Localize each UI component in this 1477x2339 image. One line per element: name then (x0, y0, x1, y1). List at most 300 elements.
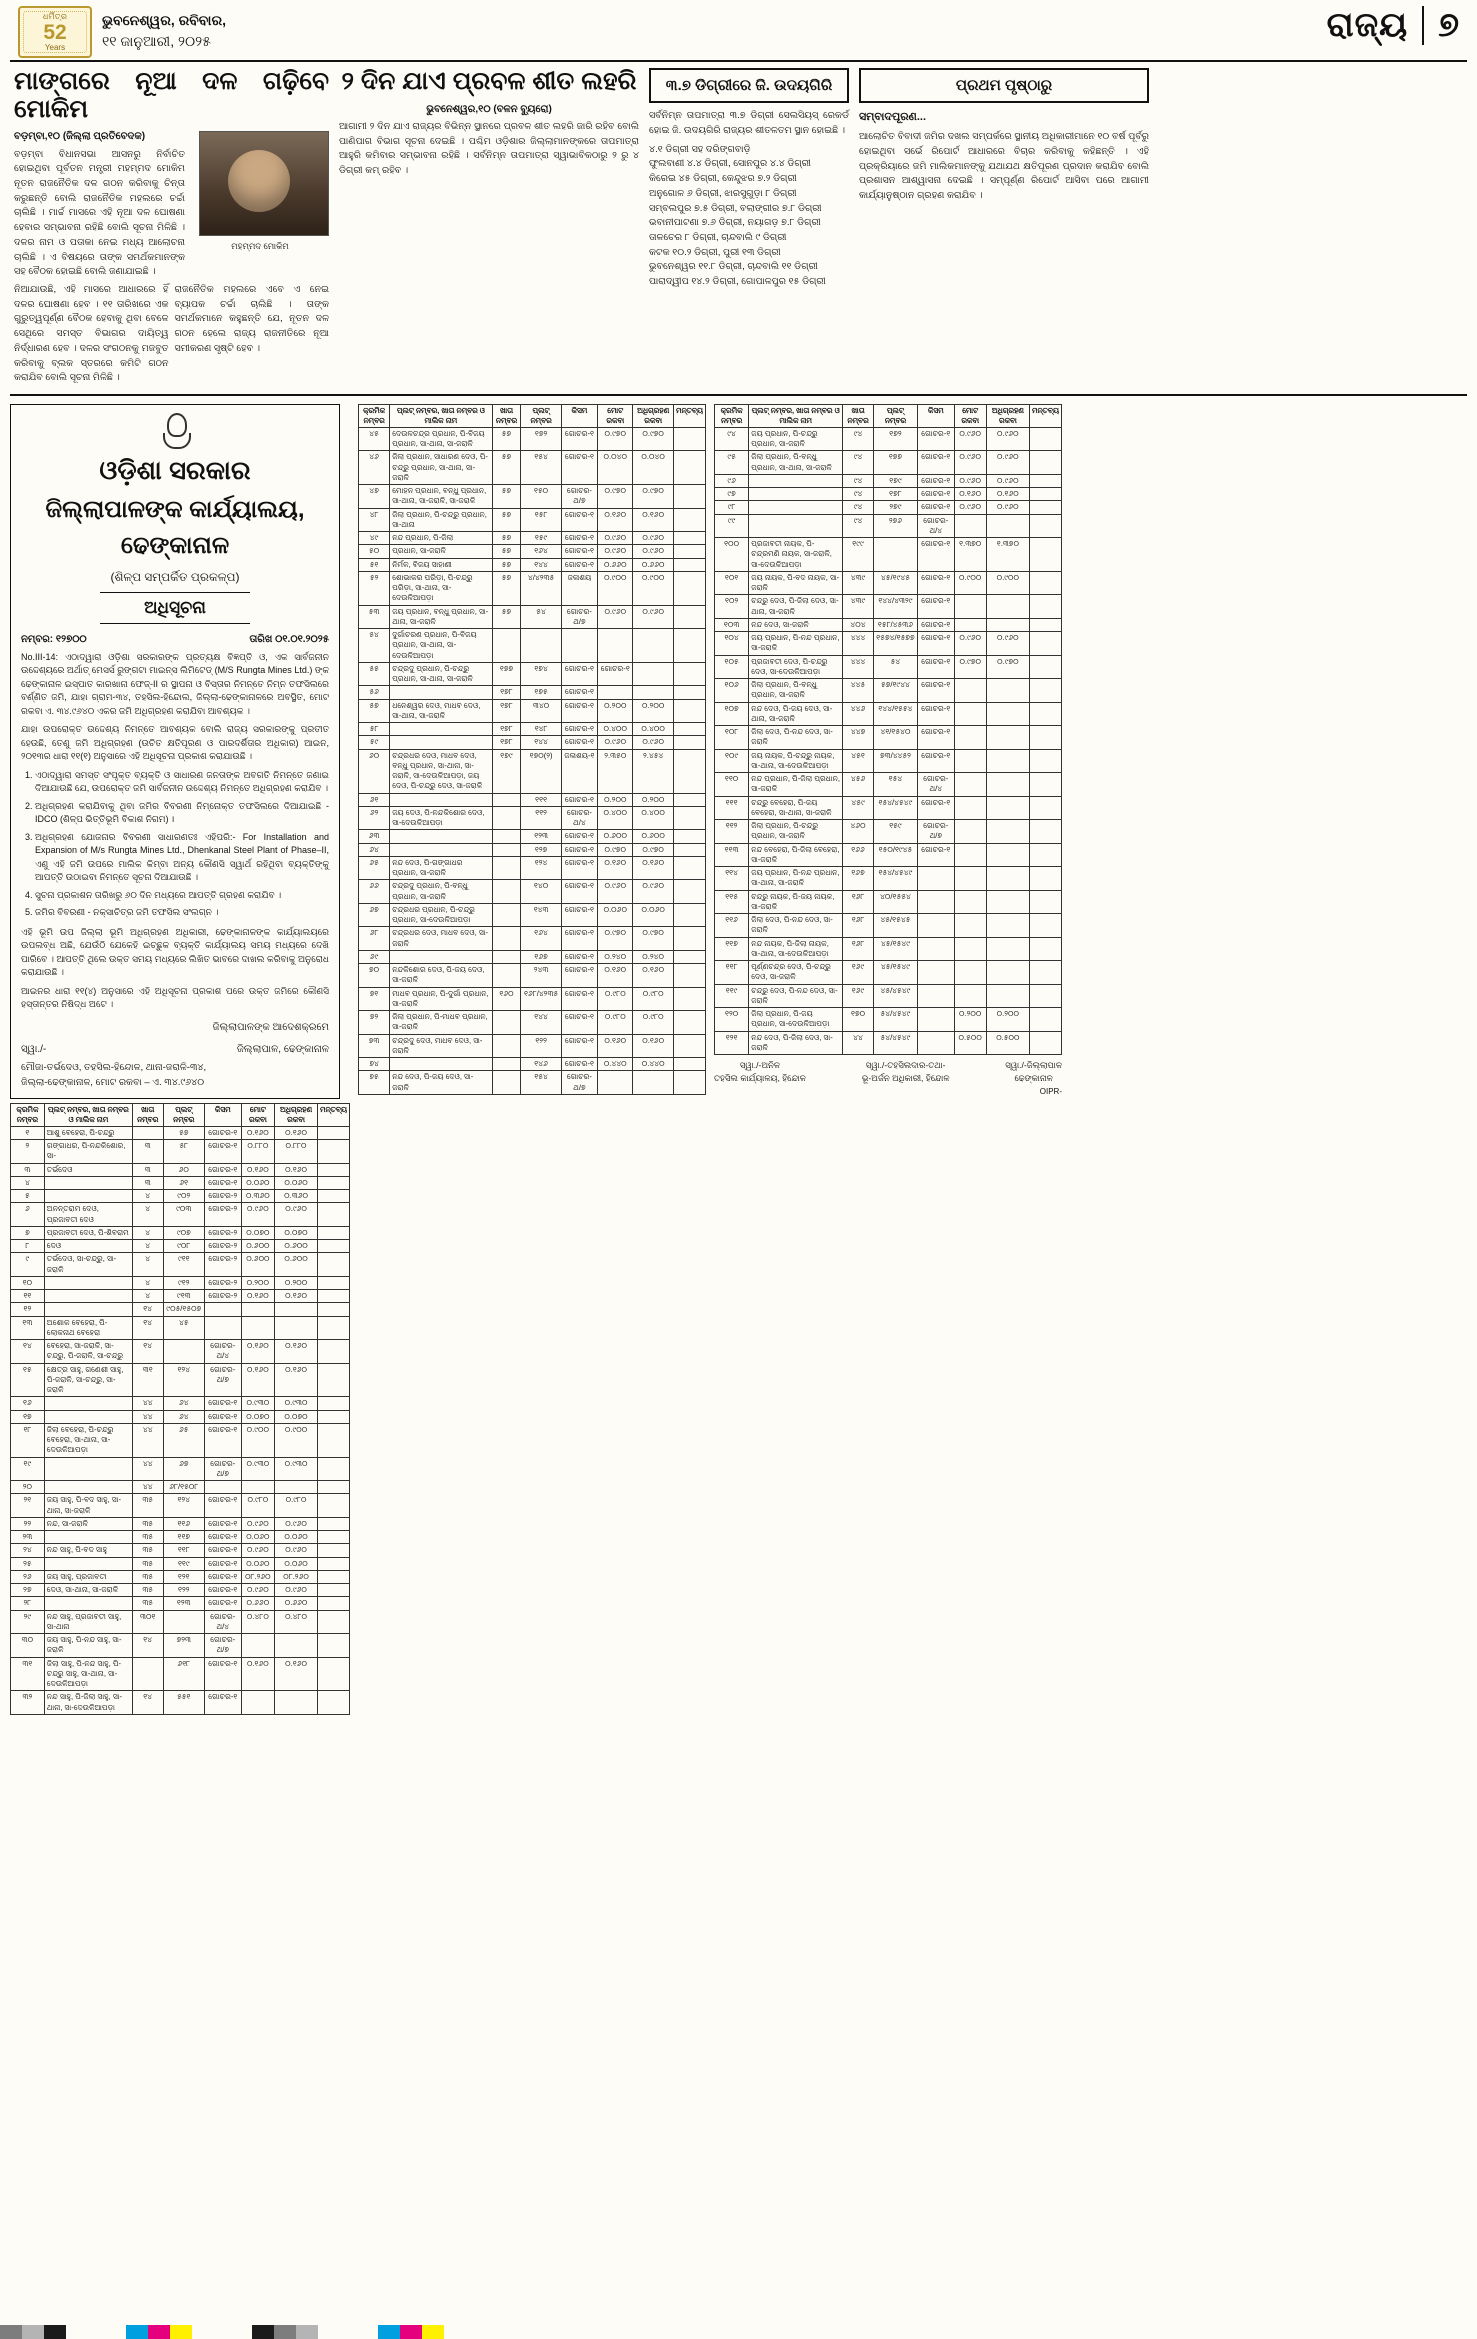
table-cell: ୧୧୮ (715, 961, 749, 985)
table-row (11, 1481, 350, 1494)
table-row (359, 1034, 706, 1058)
notice-list-item: 5. ଜମିର ବିବରଣୀ - ନକ୍ସାଚିତ୍ର ଜମି ତଫସିଲ ସଂଲଗ୍ନ । (35, 906, 329, 920)
table-cell (986, 890, 1029, 914)
table-cell: ଗୋଚର-୧ (205, 1494, 242, 1518)
table-cell: ମାଧବ ପ୍ରଧାନ, ପି-ଦୁର୍ଗା ପ୍ରଧାନ, ସା-ଜରାଳି (390, 987, 492, 1011)
table-cell: ୪ (132, 1240, 163, 1253)
table-cell: ନନ୍ଦ ପ୍ରଧାନ, ପି-ଜିଲା (390, 532, 492, 545)
table-cell: ଗୋଚର-୧ (561, 830, 597, 843)
table-cell: ୫୨ (359, 571, 390, 605)
table-cell: ୦.୯୬୦ (954, 501, 986, 514)
table-cell: ୦.୯୬୦ (275, 1584, 318, 1597)
table-cell: ୧୬୪ (521, 545, 561, 558)
th-kisam: କିସମ (917, 405, 954, 428)
table-cell: ଗୋଚର-ଥ/୭ (561, 485, 597, 509)
table-cell: ୧୦୭ (715, 702, 749, 726)
table-cell (749, 474, 843, 487)
table-cell: ୧୨୩ (163, 1597, 205, 1610)
table-cell: ଜୟ ପ୍ରଧାନ, ପି-ନନ୍ଦ ପ୍ରଧାନ, ସା-ଥାନା, ସା-ଜରାଳି (749, 867, 843, 891)
table-cell: ୧୫୪ (521, 1071, 561, 1095)
table-cell: ଗୋଚର-୧ (561, 736, 597, 749)
table-cell: ୯୦୮ (163, 1240, 205, 1253)
table-cell (317, 1190, 349, 1203)
table-cell: ୧୭୦(୨) (521, 749, 561, 793)
th-plot: ପ୍ଲଟ୍ ନମ୍ବର (873, 405, 917, 428)
table-cell: ୦.୯୩୦ (275, 1457, 318, 1481)
table-cell (561, 629, 597, 663)
table-cell (954, 961, 986, 985)
table-row (715, 796, 1062, 820)
table-cell: ୫୪ (359, 629, 390, 663)
table-row (11, 1240, 350, 1253)
table-body-left (11, 1126, 350, 1714)
table-cell: ୦.୪୦୦ (633, 723, 674, 736)
table-cell: ୬୬ (359, 880, 390, 904)
table-cell (521, 629, 561, 663)
table-cell (390, 843, 492, 856)
table-row (359, 571, 706, 605)
color-swatch (22, 2325, 44, 2339)
table-row (11, 1397, 350, 1410)
table-cell: ନନ୍ଦ ଦେଓ, ପି-ଜିଲା ଦେଓ, ସା-ଜରାଳି (749, 1031, 843, 1055)
table-cell: ୦.୯୮୦ (598, 1011, 633, 1035)
table-cell: ଶୋଭାକର ପରିଡ଼ା, ପି-ଚନ୍ଦ୍ରୁ ପରିଡ଼ା, ସା-ଥାନା, ସା-ଦେଉଳିଆପଡ଼ା (390, 571, 492, 605)
color-swatch (400, 2325, 422, 2339)
footer-signatures (714, 1059, 1062, 1085)
table-cell: ୧୧୯ (163, 1557, 205, 1570)
table-row (359, 736, 706, 749)
table-cell: ୧୭୮ (492, 723, 521, 736)
table-cell: ୦.୪୪୦ (598, 1058, 633, 1071)
table-cell: ୫୭ (359, 699, 390, 723)
table-cell: ଅନନ୍ତରାମ ଦେଓ, ପ୍ରଜାବତୀ ଦେଓ (44, 1203, 132, 1227)
table-cell: ୪୪ (132, 1481, 163, 1494)
table-cell (1029, 632, 1061, 656)
signature-mark: ସ୍ୱା./- (21, 1043, 47, 1055)
table-cell: ଚନ୍ଦ୍ରୁ ଦେଓ, ପି-ନନ୍ଦ ଦେଓ, ସା-ଜରାଳି (749, 984, 843, 1008)
table-cell: ଜିଲା ବେହେରା, ପି-ଚନ୍ଦ୍ରୁ ବେହେରା, ସା-ଥାନା, ସା-ଦେଉଳିଆପଡ଼ା (44, 1423, 132, 1457)
table-cell: ଗୋଚର-ଥ/୭ (205, 1363, 242, 1397)
table-cell (317, 1517, 349, 1530)
table-cell (492, 843, 521, 856)
table-cell: ୪୪୪ (843, 632, 874, 656)
table-cell (317, 1584, 349, 1597)
table-cell (317, 1276, 349, 1289)
table-cell: ୦.୯୭୦ (633, 843, 674, 856)
notice-signature (21, 1020, 329, 1058)
table-cell: ୪୮ (359, 508, 390, 532)
table-cell (986, 618, 1029, 631)
table-cell: ଗୋଚର-୨ (205, 1276, 242, 1289)
table-cell (954, 984, 986, 1008)
photo-caption: ମହମ୍ମଦ ମୋକିମ (231, 241, 289, 251)
table-cell: ୭୩ (359, 1034, 390, 1058)
table-cell: ୧୦୮ (715, 726, 749, 750)
table-cell (673, 558, 705, 571)
table-cell: ୯୪ (843, 488, 874, 501)
table-cell: ଗୋଚର-୧ (917, 702, 954, 726)
table-cell: ଚନ୍ଦ୍ରଧର ଦେଓ, ମାଧବ ଦେଓ, ବନ୍ଧୁ ପ୍ରଧାନ, ସା-ଥାନା, ସା-ଜରାଳି, ସା-ଦେଉଳିଆପଡ଼ା, ଜୟ ଦେଓ, ପି-ଚନ୍ଦ୍ରୁ ଦେଓ, ସା-ଜରାଳି (390, 749, 492, 793)
table-cell: ୧୫୮/୪୫୩୬ (873, 618, 917, 631)
table-cell: ୬୦ (163, 1163, 205, 1176)
table-cell (317, 1203, 349, 1227)
table-row (11, 1176, 350, 1189)
table-cell: ୪୪ (843, 1031, 874, 1055)
table-cell: ଗୋଚର-୧ (561, 558, 597, 571)
table-cell: ୦.୬୦୦ (275, 1240, 318, 1253)
table-cell: ୧୪୪/୪୩୨୯ (873, 595, 917, 619)
table-cell: ଚନ୍ଦ୍ରୁ ବେହେରା, ପି-ଜୟ ବେହେରା, ସା-ଥାନା, ସା-ଜରାଳି (749, 796, 843, 820)
land-acquisition-notice (10, 404, 340, 1099)
table-row (11, 1363, 350, 1397)
table-cell (241, 1303, 275, 1316)
table-cell: ୨୪ (11, 1544, 45, 1557)
table-row (11, 1126, 350, 1139)
table-cell (44, 1303, 132, 1316)
table-cell: ନନ୍ଦ ନାୟକ, ପି-ଜିଲା ନାୟକ, ସା-ଥାନା, ସା-ଦେଉଳିଆପଡ଼ା (749, 937, 843, 961)
table-row (359, 427, 706, 451)
land-table-left (10, 1103, 350, 1715)
table-cell: ୧୨୨ (163, 1584, 205, 1597)
table-row (11, 1457, 350, 1481)
table-cell: ୬୨ (359, 806, 390, 830)
table-cell: ଗୋଚର-୧ (917, 488, 954, 501)
table-cell: ୭୦ (359, 964, 390, 988)
table-cell: ଚନ୍ଦ୍ରଧର ଦେଓ, ମାଧବ ଦେଓ, ସା-ଜରାଳି (390, 927, 492, 951)
notice-para-3: ଏହି ଭୂମି ଉପ ଜିଲ୍ଲା ଭୂମି ଅଧିଗ୍ରହଣ ଅଧିକାରୀ, ଢେଙ୍କାନାଳଙ୍କ କାର୍ଯ୍ୟାଲୟରେ ଉପଲବ୍ଧ ଅଛି, ଯେଉଁଠି ଯେକେହି ଇଚ୍ଛୁକ ବ୍ୟକ୍ତି କାର୍ଯ୍ୟାଲୟ ସମୟ ମଧ୍ୟରେ ଦେଖି ପାରିବେ । ଆପତ୍ତି ଥିଲେ ଉକ୍ତ ସମୟ ମଧ୍ୟରେ ଲିଖିତ ଭାବରେ ଦାଖଲ କରିବାକୁ ଅନୁରୋଧ କରାଯାଉଛି । (21, 926, 329, 977)
table-cell: ଗୋଚର-ଥ/୭ (205, 1457, 242, 1481)
th-remarks: ମନ୍ତବ୍ୟ (673, 405, 705, 428)
table-cell: ୧୯ (11, 1457, 45, 1481)
table-cell (954, 937, 986, 961)
date-text: ୧୧ ଜାନୁଆରୀ, ୨୦୨୫ (102, 33, 211, 49)
table-cell: ୦.୧୬୦ (275, 1340, 318, 1364)
section-title (1327, 6, 1459, 45)
table-cell: ଗୋଚର-୧ (561, 964, 597, 988)
table-row (11, 1610, 350, 1634)
table-cell: ଗୋଚର-୧ (917, 501, 954, 514)
table-cell: ଗୋଚର-୧ (561, 1034, 597, 1058)
color-bar-group (0, 2325, 66, 2339)
table-cell: ୭୧ (359, 987, 390, 1011)
table-cell: ୦୮.୨୬୦ (275, 1570, 318, 1583)
table-row (359, 964, 706, 988)
table-cell: ୫୭ (163, 1126, 205, 1139)
table-cell: ୦.୯୬୦ (633, 532, 674, 545)
table-cell (1029, 571, 1061, 595)
table-cell (633, 629, 674, 663)
table-cell: ୩୫ (132, 1494, 163, 1518)
table-cell: ୦.୯୬୦ (241, 1203, 275, 1227)
page-number: ୭ (1422, 6, 1459, 45)
table-cell: ୧୪୩ (521, 903, 561, 927)
table-cell: ୧୬ (11, 1397, 45, 1410)
table-row (715, 773, 1062, 797)
table-cell: ୪ (132, 1276, 163, 1289)
table-cell: ଗୋଚର-୧ (205, 1557, 242, 1570)
table-row (359, 699, 706, 723)
table-cell (673, 571, 705, 605)
table-row (359, 686, 706, 699)
lead-body-2: ନିଆଯାଉଛି, ଏହି ମାସରେ ଆଧାରରେ ହିଁ ଦଳର ଘୋଷଣା ହେବ । ୧୧ ତାରିଖରେ ଏକ ଗୁରୁତ୍ୱପୂର୍ଣ୍ଣ ବୈଠକ ହେବାକୁ ଥିବା ବେଳେ ସେଥିରେ ସମସ୍ତ ବିଭାଗର ଦାୟିତ୍ୱ ନିର୍ଦ୍ଧାରଣ ହେବ । ଦଳର ସଂଗଠନକୁ ମଜବୁତ କରିବାକୁ ବ୍ଲକ ସ୍ତରରେ କମିଟି ଗଠନ କରାଯିବ ବୋଲି ସୂଚନା ମିଳିଛି । (14, 283, 169, 384)
table-cell (1029, 618, 1061, 631)
table-cell (673, 427, 705, 451)
table-cell: ୦.୧୬୦ (954, 488, 986, 501)
table-cell: ୧୦୧ (715, 571, 749, 595)
table-cell: ୧୧୫ (715, 890, 749, 914)
table-cell: ୯୪ (843, 501, 874, 514)
table-cell (598, 1071, 633, 1095)
table-cell (954, 773, 986, 797)
table-cell (954, 749, 986, 773)
table-cell (44, 1397, 132, 1410)
table-cell: ୦.୧୬୦ (241, 1126, 275, 1139)
table-cell: ଗୋଚର-୧ (598, 662, 633, 686)
table-cell (1029, 937, 1061, 961)
temp-line: ୪.୧ ଡିଗ୍ରୀ ସହ ଦରିଙ୍ଗବାଡ଼ି (649, 143, 751, 155)
table-cell: ୧୭୮ (492, 736, 521, 749)
table-cell: ୪୫/୧୯୪୫ (873, 571, 917, 595)
table-cell (954, 726, 986, 750)
table-cell (492, 793, 521, 806)
table-cell: ୪ (132, 1226, 163, 1239)
color-swatch (296, 2325, 318, 2339)
table-cell: ଜଳାଶୟ-୧ (561, 749, 597, 793)
table-cell: ନନ୍ଦ ଦେଓ, ପି-ଜୟ ଦେଓ, ସା-ଥାନା, ସା-ଜରାଳି (749, 702, 843, 726)
table-cell (275, 1481, 318, 1494)
table-cell (44, 1457, 132, 1481)
seal-ribbon-text: ଧର୍ମିତ୍ର (42, 12, 68, 21)
table-cell: ୨୦ (11, 1481, 45, 1494)
gov-line-2: ଜିଲ୍ଲାପାଳଙ୍କ କାର୍ଯ୍ୟାଲୟ, ଢେଙ୍କାନାଳ (45, 496, 305, 559)
table-cell: ୫୭ (492, 571, 521, 605)
table-cell: ୪୭ (359, 485, 390, 509)
table-cell: ୧୨୨ (521, 1034, 561, 1058)
signature-designation: ଜିଲ୍ଲାପାଳ, ଢେଙ୍କାନାଳ (236, 1043, 329, 1055)
table-cell: ୫୭ (492, 532, 521, 545)
table-cell: ଗୋଚର-୧ (205, 1126, 242, 1139)
table-cell: ୮ (11, 1240, 45, 1253)
table-cell: ଗୋଚର-୧ (561, 927, 597, 951)
table-cell: ୧୧୪ (715, 867, 749, 891)
table-cell (317, 1544, 349, 1557)
table-cell (317, 1481, 349, 1494)
notice-list-item: 3. ଅଧିଗ୍ରହଣ ଯୋଜନାର ବିବରଣୀ ସାଧାରଣତଃ ଏହିପରି:- For Installation and Expansion of M/s Rungta Mines Ltd., Dhenkanal Steel Plant of Phase–II, ଏଣୁ ଏହି ଜମି ଉପରେ ମାଲିକ କିମ୍ବା ଅନ୍ୟ କୌଣସି ସ୍ୱାର୍ଥ ରହିଥିବା ବ୍ୟକ୍ତିଙ୍କୁ ଆପତ୍ତି ଉଠାଇବା ନିମନ୍ତେ ସୂଚନା ଦିଆଯାଉଛି । (35, 831, 329, 885)
table-cell: ୭୫ (359, 1071, 390, 1095)
table-row (715, 984, 1062, 1008)
th-remarks: ମନ୍ତବ୍ୟ (317, 1103, 349, 1126)
table-row (11, 1657, 350, 1691)
color-swatch (422, 2325, 444, 2339)
table-cell (44, 1190, 132, 1203)
table-cell: ୬୮ (359, 927, 390, 951)
table-cell: ୪୫୬ (843, 773, 874, 797)
table-cell: ୪/୪୨୩୫ (521, 571, 561, 605)
print-registration-bars (0, 2325, 1477, 2339)
table-cell (492, 806, 521, 830)
table-cell: ୩୫ (132, 1584, 163, 1597)
table-cell: ଜିଲା ଦେଓ, ପି-ନନ୍ଦ ଦେଓ, ସା-ଜରାଳି (749, 726, 843, 750)
table-cell (317, 1531, 349, 1544)
table-cell: ୯ (11, 1253, 45, 1277)
table-row (359, 749, 706, 793)
table-cell: ୦.୯୦୦ (241, 1423, 275, 1457)
table-cell (986, 702, 1029, 726)
table-cell (954, 702, 986, 726)
table-row (11, 1140, 350, 1164)
table-cell: ଗୋଚର-ଥ/୪ (205, 1340, 242, 1364)
table-row (11, 1190, 350, 1203)
table-cell (1029, 514, 1061, 538)
table-cell: ୦.୯୬୦ (241, 1584, 275, 1597)
table-cell: ୩୫ (132, 1570, 163, 1583)
table-cell: ୫୪ (873, 655, 917, 679)
table-cell: ୪୫୯ (843, 796, 874, 820)
table-cell (673, 1011, 705, 1035)
color-swatch (252, 2325, 274, 2339)
table-cell: ୦.୯୩୦ (275, 1397, 318, 1410)
table-cell (673, 1058, 705, 1071)
table-cell: ୦.୯୬୦ (986, 632, 1029, 656)
table-cell (986, 820, 1029, 844)
table-cell: ୫୬ (359, 686, 390, 699)
table-cell: ୯୦୩ (163, 1203, 205, 1227)
table-cell (492, 950, 521, 963)
table-cell: ଗୋଚର-୧ (917, 632, 954, 656)
table-cell (317, 1290, 349, 1303)
table-cell: ଜୟ ପ୍ରଧାନ, ପି-ଚନ୍ଦ୍ରୁ ପ୍ରଧାନ, ସା-ଜରାଳି (749, 427, 843, 451)
table-cell: ୦.୧୬୦ (241, 1363, 275, 1397)
temp-line: ତାଳଚେର ୮ ଡିଗ୍ରୀ, ଚାନ୍ଦବାଲି ୯ ଡିଗ୍ରୀ (649, 232, 787, 243)
table-cell: ୯୭ (715, 488, 749, 501)
table-cell: ୧୧୩ (715, 843, 749, 867)
table-cell (917, 867, 954, 891)
table-cell: ୦.୬୦୦ (633, 830, 674, 843)
table-cell: ୨୪୩ (521, 964, 561, 988)
table-row (11, 1494, 350, 1518)
table-cell: ଗୋଚର-୧ (205, 1410, 242, 1423)
table-cell: ୭୩/୪୪୫୨ (873, 749, 917, 773)
table-cell (163, 1340, 205, 1364)
table-cell (986, 914, 1029, 938)
table-cell: ୧୦ (11, 1276, 45, 1289)
notice-tail-2: ଜିଲ୍ଲା-ଢେଙ୍କାନାଳ, ମୋଟ ରକବା – ଏ. ୩୪.୯୬୪୦ (21, 1076, 205, 1088)
table-cell: ଗୋଚର-୧ (561, 545, 597, 558)
table-cell: ୨୧ (11, 1494, 45, 1518)
table-cell: ୯୯ (715, 514, 749, 538)
table-row (11, 1597, 350, 1610)
table-cell: ୦.୯୦୦ (275, 1423, 318, 1457)
table-cell: ୪୪୭ (843, 726, 874, 750)
table-cell (954, 820, 986, 844)
table-cell: ଜୟ ସାହୁ, ପି-ନନ୍ଦ ସାହୁ, ସା-ଜରାଳି (44, 1634, 132, 1658)
table-cell: ୧୬୬ (843, 843, 874, 867)
table-cell: ୧୪ (132, 1303, 163, 1316)
table-row (715, 474, 1062, 487)
table-row (359, 830, 706, 843)
table-cell: ୬୧ (359, 793, 390, 806)
table-cell: ୫୪ (521, 605, 561, 629)
table-body-middle (359, 427, 706, 1094)
table-cell: ଜିଲା ପ୍ରଧାନ, ପି-ଜୟ ପ୍ରଧାନ, ସା-ଦେଉଳିଆପଡ଼ା (749, 1008, 843, 1032)
table-cell: ୫୭ (492, 427, 521, 451)
table-cell: ଜଳାଶୟ (561, 571, 597, 605)
table-cell: ଜିଲା ଦେଓ, ପି-ନନ୍ଦ ଦେଓ, ସା-ଜରାଳି (749, 914, 843, 938)
table-cell: ନନ୍ଦ ପ୍ରଧାନ, ପି-ଜିଲା ପ୍ରଧାନ, ସା-ଜରାଳି (749, 773, 843, 797)
politician-photo (199, 131, 329, 236)
table-row (11, 1634, 350, 1658)
table-cell: ୨୨ (11, 1517, 45, 1530)
table-cell: ଗୋଚର-୨ (205, 1226, 242, 1239)
table-cell: ଧନେଶ୍ୱର ଦେଓ, ମାଧବ ଦେଓ, ସା-ଥାନା, ସା-ଜରାଳି (390, 699, 492, 723)
table-cell: ନନ୍ଦ ସାହୁ, ପ୍ରଜାବତୀ ସାହୁ, ସା-ଥାନା (44, 1610, 132, 1634)
table-cell: ଗୋଚର-୧ (205, 1397, 242, 1410)
table-cell: ଗୋଚର-୧ (917, 474, 954, 487)
th-acquired-area: ଅଧିଗ୍ରହଣ ରକବା (275, 1103, 318, 1126)
table-cell: ୪ (132, 1253, 163, 1277)
color-bar-group (378, 2325, 444, 2339)
table-cell: ୦.୦୬୦ (275, 1176, 318, 1189)
table-cell (492, 880, 521, 904)
table-cell (390, 950, 492, 963)
table-cell: ଗୋଚର-୨ (205, 1240, 242, 1253)
table-row (715, 538, 1062, 572)
table-cell (241, 1316, 275, 1340)
table-cell: ୨.୩୫୦ (598, 749, 633, 793)
color-swatch (274, 2325, 296, 2339)
table-cell: ୩୧ (11, 1657, 45, 1691)
table-row (359, 987, 706, 1011)
article-cold-wave (339, 68, 639, 386)
table-cell (673, 1034, 705, 1058)
table-cell (317, 1494, 349, 1518)
table-cell: ୧୦୨ (715, 595, 749, 619)
table-cell: ୧୭୭ (492, 662, 521, 686)
table-cell: ୦.୬୦୦ (241, 1253, 275, 1277)
table-cell: ୦.୯୬୦ (275, 1544, 318, 1557)
table-cell: ୧୩ (11, 1316, 45, 1340)
table-cell (986, 726, 1029, 750)
table-cell: ଗୋଚର-୧ (205, 1691, 242, 1715)
table-cell: ୧୪୪ (521, 1011, 561, 1035)
table-cell: ନନ୍ଦ ସାହୁ, ପି-ବଦ ସାହୁ (44, 1544, 132, 1557)
place-date (102, 6, 226, 52)
table-cell: ୨୫ (11, 1557, 45, 1570)
table-cell: ୧୪୬ (521, 1058, 561, 1071)
table-cell: ୩ (132, 1140, 163, 1164)
notice-tail-1: ମୌଜା-ତର୍ଭଦେଓ, ତହସିଲ-ହିନ୍ଦୋଳ, ଥାନା-ଜରାଳି-୩୪, (21, 1061, 207, 1073)
table-cell: ୦.୫୦୦ (954, 1031, 986, 1055)
table-cell: ୫୭ (492, 485, 521, 509)
table-cell (1029, 890, 1061, 914)
table-row (359, 508, 706, 532)
table-cell: ୦.୯୬୦ (954, 427, 986, 451)
table-cell (954, 514, 986, 538)
table-cell: ଗଙ୍ଗାଧର, ପି-ନନ୍ଦକିଶୋର, ସା- (44, 1140, 132, 1164)
table-row (11, 1316, 350, 1340)
table-cell (317, 1126, 349, 1139)
table-cell: ନନ୍ଦକିଶୋର ଦେଓ, ପି-ଜୟ ଦେଓ, ସା-ଜରାଳି (390, 964, 492, 988)
table-cell: ଜୟ ସାହୁ, ପି-ବଦ ସାହୁ, ସା-ଥାନା, ସା-ଜରାଳି (44, 1494, 132, 1518)
table-cell (44, 1276, 132, 1289)
table-cell: ୦.୧୬୦ (275, 1163, 318, 1176)
table-cell (1029, 595, 1061, 619)
table-row (359, 950, 706, 963)
table-cell (275, 1691, 318, 1715)
table-cell: କ୍ଷେତ୍ର ସାହୁ, ଗଣେଶୀ ସାହୁ, ପି-ଜରାଳି, ସା-ଚନ୍ଦ୍ରୁ, ସା-ଜରାଳି (44, 1363, 132, 1397)
table-cell (917, 984, 954, 1008)
table-cell: ୧୪ (132, 1691, 163, 1715)
